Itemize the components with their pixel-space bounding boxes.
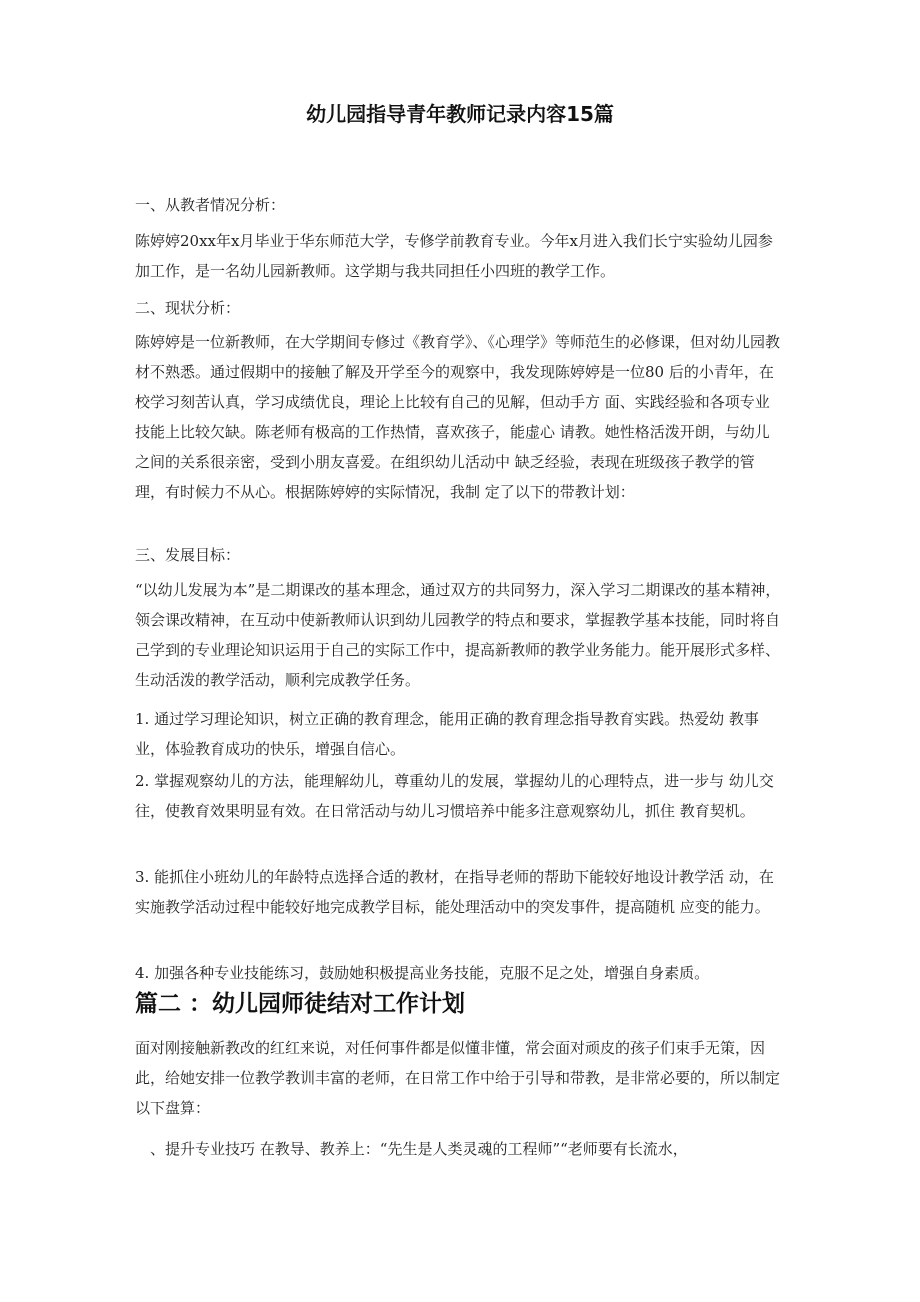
- section-3-heading: 三、发展目标：: [135, 546, 241, 564]
- goal-item-1: 1. 通过学习理论知识，树立正确的教育理念，能用正确的教育理念指导教育实践。热爱幼 教事业，体验教育成功的快乐，增强自信心。: [135, 710, 759, 758]
- section-3-paragraph: “以幼儿发展为本”是二期课改的基本理念，通过双方的共同努力，深入学习二期课改的基本精神，领会课改精神，在互动中使新教师认识到幼儿园教学的特点和要求，掌握教学基本技能，同时将自己学到的专业理论知识运用于自己的实际工作中，提高新教师的教学业务能力。能开展形式多样、生动活泼的教学活动，顺利完成教学任务。: [135, 581, 781, 689]
- chapter-2-item-1: 、提升专业技巧 在教导、教养上：“先生是人类灵魂的工程师”“老师要有长流水，: [150, 1140, 688, 1158]
- section-2-paragraph: 陈婷婷是一位新教师，在大学期间专修过《教育学》、《心理学》等师范生的必修课，但对幼儿园教材不熟悉。通过假期中的接触了解及开学至今的观察中，我发现陈婷婷是一位80 后的小青年，在校学习刻苦认真，学习成绩优良，理论上比较有自己的见解，但动手方 面、实践经验和各项专业技能上比较欠缺。陈老师有极高的工作热情，喜欢孩子，能虚心 请教。她性格活泼开朗，与幼儿之间的关系很亲密，受到小朋友喜爱。在组织幼儿活动中 缺乏经验，表现在班级孩子教学的管理，有时候力不从心。根据陈婷婷的实际情况，我制 定了以下的带教计划：: [135, 333, 781, 501]
- goal-item-4: 4. 加强各种专业技能练习，鼓励她积极提高业务技能，克服不足之处，增强自身素质。: [135, 964, 710, 982]
- section-2-heading: 二、现状分析：: [135, 299, 241, 317]
- document-title: 幼儿园指导青年教师记录内容15篇: [306, 102, 614, 126]
- goal-item-2: 2. 掌握观察幼儿的方法，能理解幼儿，尊重幼儿的发展，掌握幼儿的心理特点，进一步与 幼儿交往，使教育效果明显有效。在日常活动与幼儿习惯培养中能多注意观察幼儿，抓住 教育契机。: [135, 772, 774, 820]
- chapter-2-title: 篇二 ：幼儿园师徒结对工作计划: [135, 991, 466, 1017]
- section-1-paragraph: 陈婷婷20xx年x月毕业于华东师范大学，专修学前教育专业。今年x月进入我们长宁实验幼儿园参加工作，是一名幼儿园新教师。这学期与我共同担任小四班的教学工作。: [135, 232, 773, 280]
- section-1-heading: 一、从教者情况分析：: [135, 196, 286, 214]
- goal-item-3: 3. 能抓住小班幼儿的年龄特点选择合适的教材，在指导老师的帮助下能较好地设计教学活 动，在实施教学活动过程中能较好地完成教学目标，能处理活动中的突发事件，提高随机 应变的能力。: [135, 868, 774, 916]
- chapter-2-intro: 面对刚接触新教改的红红来说，对任何事件都是似懂非懂，常会面对顽皮的孩子们束手无策，因此，给她安排一位教学教训丰富的老师，在日常工作中给于引导和带教，是非常必要的，所以制定以下盘算：: [135, 1039, 781, 1117]
